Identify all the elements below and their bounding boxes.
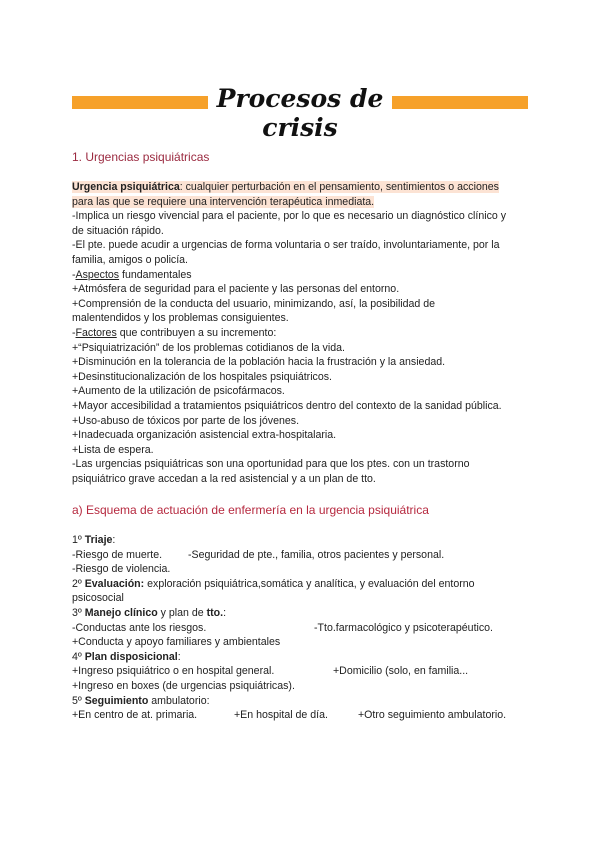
- aspectos-prefix: -: [72, 268, 76, 281]
- section-heading-esquema: a) Esquema de actuación de enfermería en la urgencia psiquiátrica: [72, 503, 429, 517]
- step-number: 1º: [72, 534, 85, 546]
- paragraph-oportunidad: -Las urgencias psiquiátricas son una oportunidad para que los ptes. con un trastorno: [72, 458, 470, 471]
- paragraph-acudir-2: familia, amigos o policía.: [72, 254, 188, 266]
- step-text: exploración psiquiátrica,somática y analítica, y evaluación del entorno: [144, 577, 475, 590]
- step-tto: tto.: [206, 607, 224, 619]
- list-item: malentendidos y los problemas consiguientes.: [72, 312, 289, 325]
- definition-line-1: [72, 180, 499, 195]
- aspectos-word: Aspectos: [75, 268, 120, 281]
- triaje-item: -Seguridad de pte., familia, otros pacientes y personal.: [188, 548, 445, 561]
- list-item: +Uso-abuso de tóxicos por parte de los jóvenes.: [72, 414, 300, 427]
- step-manejo: [72, 606, 226, 621]
- list-item: +Inadecuada organización asistencial extra-hospitalaria.: [72, 429, 337, 442]
- manejo-item: -Tto.farmacológico y psicoterapéutico.: [314, 621, 493, 634]
- list-item: +Mayor accesibilidad a tratamientos psiquiátricos dentro del contexto de la sanidad pública.: [72, 400, 502, 412]
- step-text: ambulatorio:: [148, 694, 210, 707]
- step-title: Evaluación:: [84, 577, 145, 590]
- factores-prefix: -: [72, 327, 76, 339]
- title-bar-left: [72, 96, 208, 109]
- triaje-item: -Riesgo de violencia.: [72, 563, 171, 576]
- list-item: +“Psiquiatrización” de los problemas cotidianos de la vida.: [72, 341, 345, 354]
- paragraph-riesgo-2: de situación rápido.: [72, 224, 164, 237]
- section-heading-urgencias: 1. Urgencias psiquiátricas: [72, 150, 210, 164]
- manejo-item: +Conducta y apoyo familiares y ambientales: [72, 636, 281, 649]
- step-triaje: [72, 533, 115, 548]
- seguimiento-item: +En hospital de día.: [234, 709, 328, 722]
- list-item: +Desinstitucionalización de los hospitales psiquiátricos.: [72, 370, 332, 383]
- step-title: Plan disposicional: [84, 650, 178, 663]
- paragraph-riesgo: -Implica un riesgo vivencial para el paciente, por lo que es necesario un diagnóstico clínico y: [72, 210, 506, 223]
- step-number: 5º: [72, 694, 85, 707]
- list-item: +Lista de espera.: [72, 443, 154, 456]
- step-title: Manejo clínico: [84, 607, 158, 619]
- plan-item: +Ingreso en boxes (de urgencias psiquiátricas).: [72, 680, 295, 692]
- step-colon: :: [112, 534, 116, 546]
- factores-rest: que contribuyen a su incremento:: [116, 327, 277, 339]
- plan-item: +Domicilio (solo, en familia...: [333, 665, 469, 678]
- evaluacion-cont: psicosocial: [72, 592, 124, 605]
- step-number: 2º: [72, 577, 85, 590]
- page-title: Procesos de crisis: [216, 84, 384, 142]
- step-plan: [72, 650, 181, 665]
- manejo-item: -Conductas ante los riesgos.: [72, 621, 207, 634]
- paragraph-acudir: -El pte. puede acudir a urgencias de forma voluntaria o ser traído, involuntariamente, por la: [72, 239, 500, 252]
- triaje-item: -Riesgo de muerte.: [72, 548, 163, 561]
- factores-heading: [72, 326, 276, 341]
- seguimiento-item: +Otro seguimiento ambulatorio.: [358, 709, 507, 722]
- factores-word: Factores: [75, 327, 117, 339]
- list-item: +Comprensión de la conducta del usuario, minimizando, así, la posibilidad de: [72, 297, 436, 310]
- seguimiento-item: +En centro de at. primaria.: [72, 709, 198, 722]
- step-text: y plan de: [157, 607, 207, 619]
- list-item: +Disminución en la tolerancia de la población hacia la frustración y la ansiedad.: [72, 356, 446, 369]
- paragraph-oportunidad-2: psiquiátrico grave accedan a la red asistencial y a un plan de tto.: [72, 473, 376, 485]
- definition-line-2: [72, 195, 374, 210]
- list-item: +Atmósfera de seguridad para el paciente y las personas del entorno.: [72, 283, 400, 296]
- step-number: 4º: [72, 650, 85, 663]
- list-item: +Aumento de la utilización de psicofármacos.: [72, 385, 285, 398]
- step-colon: :: [177, 650, 181, 663]
- step-colon: :: [223, 607, 227, 619]
- definition-text: : cualquier perturbación en el pensamiento, sentimientos o acciones: [179, 181, 499, 193]
- aspectos-rest: fundamentales: [119, 268, 192, 281]
- definition-term: Urgencia psiquiátrica: [72, 181, 180, 193]
- step-title: Seguimiento: [84, 694, 149, 707]
- definition-text-2: para las que se requiere una intervención terapéutica inmediata.: [72, 195, 375, 208]
- title-bar-right: [392, 96, 528, 109]
- step-seguimiento: [72, 694, 210, 709]
- aspectos-heading: [72, 268, 192, 283]
- step-title: Triaje: [84, 534, 113, 546]
- step-evaluacion: [72, 577, 475, 592]
- plan-item: +Ingreso psiquiátrico o en hospital general.: [72, 665, 275, 678]
- step-number: 3º: [72, 607, 85, 619]
